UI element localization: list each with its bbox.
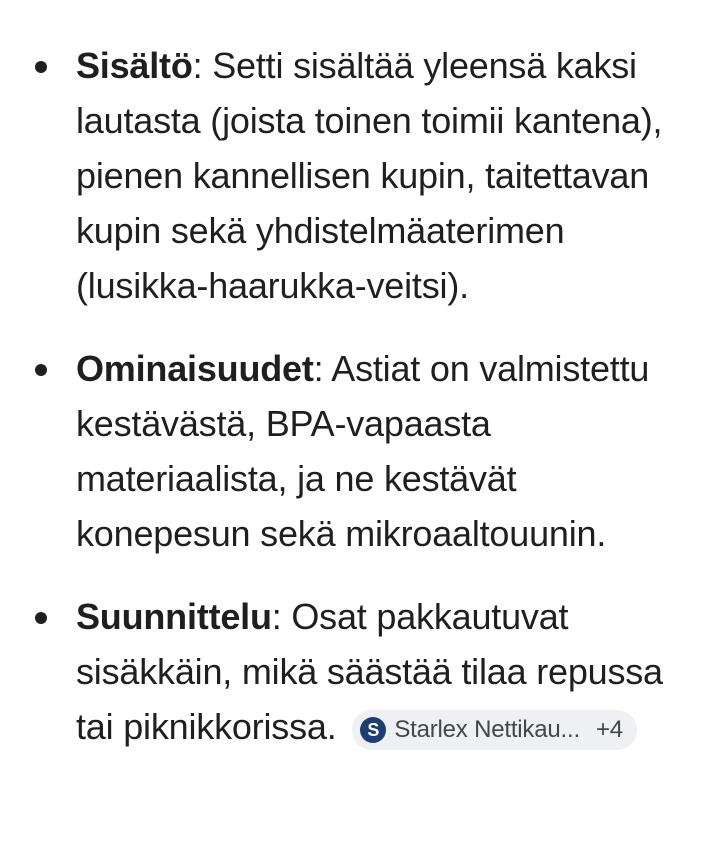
bullet-term: Sisältö — [76, 45, 193, 86]
bullet-term: Suunnittelu — [76, 596, 272, 637]
bullet-dot-icon — [35, 612, 47, 624]
bullet-item-sisalto — [0, 38, 720, 313]
bullet-term: Ominaisuudet — [76, 348, 314, 389]
bullet-text: : Osat pakkautuvat sisäkkäin, mikä säästää tilaa repussa tai piknikkorissa. — [76, 596, 663, 747]
bullet-dot-icon — [35, 61, 47, 73]
source-citation-chip[interactable] — [352, 710, 637, 750]
bullet-item-suunnittelu — [0, 589, 720, 754]
bullet-text: : Setti sisältää yleensä kaksi lautasta (joista toinen toimii kantena), pienen kannellisen kupin, taitettavan kupin sekä yhdistelmäaterimen (lusikka-haarukka-veitsi). — [76, 45, 663, 306]
bullet-dot-icon — [35, 364, 47, 376]
bullet-item-ominaisuudet — [0, 341, 720, 561]
bullet-text: : Astiat on valmistettu kestävästä, BPA-vapaasta materiaalista, ja ne kestävät konepesun sekä mikroaaltouunin. — [76, 348, 650, 554]
source-logo-icon: S — [360, 717, 386, 743]
answer-bullet-list — [0, 38, 720, 754]
source-chip-label: Starlex Nettikau... — [394, 716, 580, 743]
source-chip-count: +4 — [595, 716, 623, 743]
